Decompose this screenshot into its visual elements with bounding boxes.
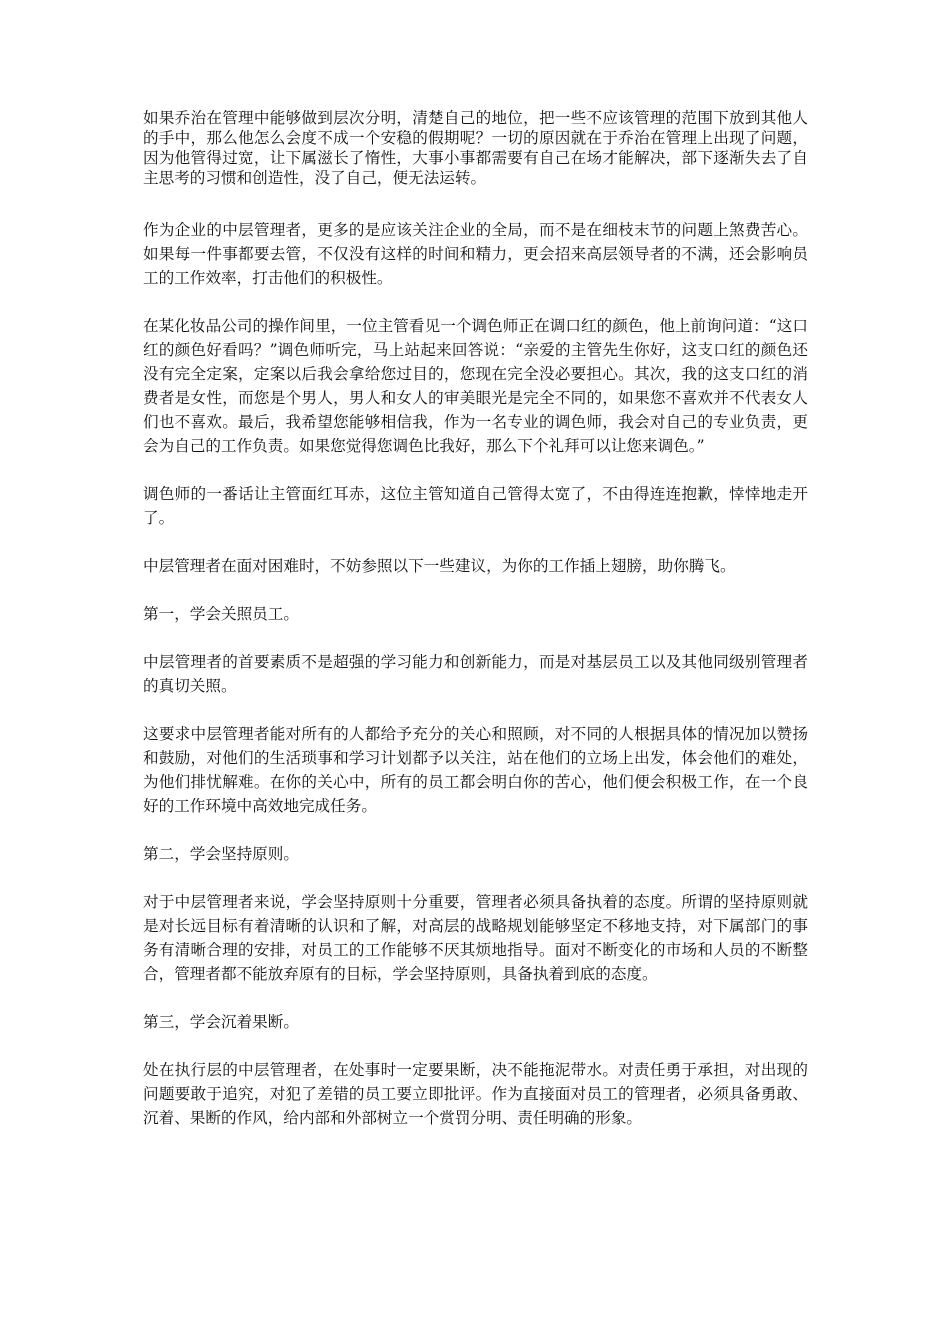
paragraph-4: 调色师的一番话让主管面红耳赤，这位主管知道自己管得太宽了，不由得连连抱歉，悻悻地走开了。 [143,485,808,527]
paragraph-2: 作为企业的中层管理者，更多的是应该关注企业的全局，而不是在细枝末节的问题上煞费苦心。如果每一件事都要去管，不仅没有这样的时间和精力，更会招来高层领导者的不满，还会影响员工的工作效率，打击他们的积极性。 [143,221,808,287]
paragraph-8: 对于中层管理者来说，学会坚持原则十分重要，管理者必须具备执着的态度。所谓的坚持原则就是对长远目标有着清晰的认识和了解，对高层的战略规划能够坚定不移地支持，对下属部门的事务有清晰合理的安排，对员工的工作能够不厌其烦地指导。面对不断变化的市场和人员的不断整合，管理者都不能放弃原有的目标，学会坚持原则，具备执着到底的态度。 [143,893,808,983]
paragraph-7: 这要求中层管理者能对所有的人都给予充分的关心和照顾，对不同的人根据具体的情况加以赞扬和鼓励，对他们的生活琐事和学习计划都予以关注，站在他们的立场上出发，体会他们的难处，为他们排忧解难。在你的关心中，所有的员工都会明白你的苦心，他们便会积极工作，在一个良好的工作环境中高效地完成任务。 [143,725,808,815]
document-page [143,108,808,1154]
paragraph-9: 处在执行层的中层管理者，在处事时一定要果断，决不能拖泥带水。对责任勇于承担，对出现的问题要敢于追究，对犯了差错的员工要立即批评。作为直接面对员工的管理者，必须具备勇敢、沉着、果断的作风，给内部和外部树立一个赏罚分明、责任明确的形象。 [143,1061,808,1127]
paragraph-3: 在某化妆品公司的操作间里，一位主管看见一个调色师正在调口红的颜色，他上前询问道：“这口红的颜色好看吗？”调色师听完，马上站起来回答说：“亲爱的主管先生你好，这支口红的颜色还没有完全定案，定案以后我会拿给您过目的，您现在完全没必要担心。其次，我的这支口红的消费者是女性，而您是个男人，男人和女人的审美眼光是完全不同的，如果您不喜欢并不代表女人们也不喜欢。最后，我希望您能够相信我，作为一名专业的调色师，我会对自己的专业负责，更会为自己的工作负责。如果您觉得您调色比我好，那么下个礼拜可以让您来调色。” [143,317,808,455]
section-heading-1: 第一，学会关照员工。 [143,605,299,623]
paragraph-1: 如果乔治在管理中能够做到层次分明，清楚自己的地位，把一些不应该管理的范围下放到其他人的手中，那么他怎么会度不成一个安稳的假期呢？一切的原因就在于乔治在管理上出现了问题，因为他管得过宽，让下属滋长了惰性，大事小事都需要有自己在场才能解决，部下逐渐失去了自主思考的习惯和创造性，没了自己，便无法运转。 [143,109,808,187]
section-heading-2: 第二，学会坚持原则。 [143,845,299,863]
section-heading-3: 第三，学会沉着果断。 [143,1013,299,1031]
paragraph-6: 中层管理者的首要素质不是超强的学习能力和创新能力，而是对基层员工以及其他同级别管理者的真切关照。 [143,653,808,695]
paragraph-5: 中层管理者在面对困难时，不妨参照以下一些建议，为你的工作插上翅膀，助你腾飞。 [143,557,736,575]
